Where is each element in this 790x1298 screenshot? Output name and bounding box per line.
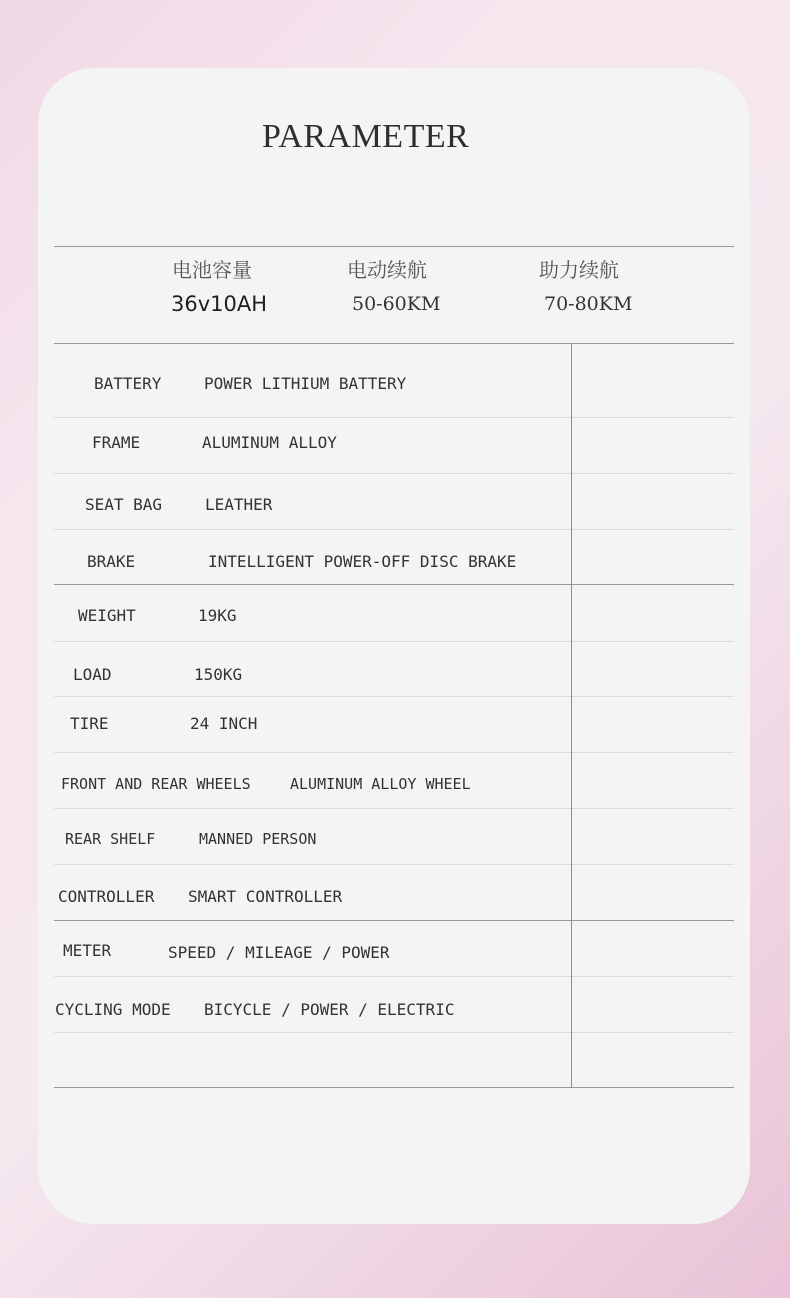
spec-key-rear-shelf: REAR SHELF	[65, 830, 156, 848]
spec-value-rear-shelf: MANNED PERSON	[199, 830, 317, 848]
section-divider	[54, 920, 734, 921]
summary-value-battery-capacity: 36v10AH	[171, 292, 268, 316]
spec-key-frame: FRAME	[92, 433, 141, 452]
row-divider	[54, 529, 734, 530]
spec-key-battery: BATTERY	[94, 374, 162, 393]
summary-label-battery-capacity: 电池容量	[172, 258, 252, 282]
spec-card	[38, 68, 750, 1224]
spec-value-tire: 24 INCH	[190, 714, 258, 733]
row-divider	[54, 696, 734, 697]
spec-value-brake: INTELLIGENT POWER-OFF DISC BRAKE	[208, 552, 517, 571]
spec-key-seat-bag: SEAT BAG	[85, 495, 163, 514]
summary-value-electric-range: 50-60KM	[352, 293, 441, 315]
spec-value-frame: ALUMINUM ALLOY	[202, 433, 337, 452]
table-border-bottom	[54, 1087, 734, 1088]
spec-value-cycling-mode: BICYCLE / POWER / ELECTRIC	[204, 1000, 455, 1019]
row-divider	[54, 473, 734, 474]
row-divider	[54, 976, 734, 977]
spec-value-load: 150KG	[194, 665, 243, 684]
spec-key-brake: BRAKE	[87, 552, 136, 571]
row-divider	[54, 864, 734, 865]
spec-key-controller: CONTROLLER	[58, 887, 155, 906]
spec-key-wheels: FRONT AND REAR WHEELS	[61, 775, 251, 793]
spec-value-wheels: ALUMINUM ALLOY WHEEL	[290, 775, 471, 793]
spec-key-cycling-mode: CYCLING MODE	[55, 1000, 171, 1019]
table-border-top	[54, 343, 734, 344]
spec-key-tire: TIRE	[70, 714, 109, 733]
summary-value-assist-range: 70-80KM	[544, 293, 633, 315]
summary-label-electric-range: 电动续航	[347, 258, 427, 282]
spec-key-weight: WEIGHT	[78, 606, 136, 625]
spec-value-weight: 19KG	[198, 606, 237, 625]
row-divider	[54, 417, 734, 418]
column-divider	[571, 344, 572, 1088]
spec-value-seat-bag: LEATHER	[205, 495, 273, 514]
spec-value-battery: POWER LITHIUM BATTERY	[204, 374, 407, 393]
row-divider	[54, 641, 734, 642]
section-divider	[54, 584, 734, 585]
spec-key-meter: METER	[63, 941, 112, 960]
summary-label-assist-range: 助力续航	[539, 258, 619, 282]
row-divider	[54, 1032, 734, 1033]
row-divider	[54, 808, 734, 809]
page-title: PARAMETER	[262, 118, 470, 155]
spec-value-controller: SMART CONTROLLER	[188, 887, 343, 906]
row-divider	[54, 752, 734, 753]
spec-key-load: LOAD	[73, 665, 112, 684]
spec-value-meter: SPEED / MILEAGE / POWER	[168, 943, 390, 962]
divider-top	[54, 246, 734, 247]
